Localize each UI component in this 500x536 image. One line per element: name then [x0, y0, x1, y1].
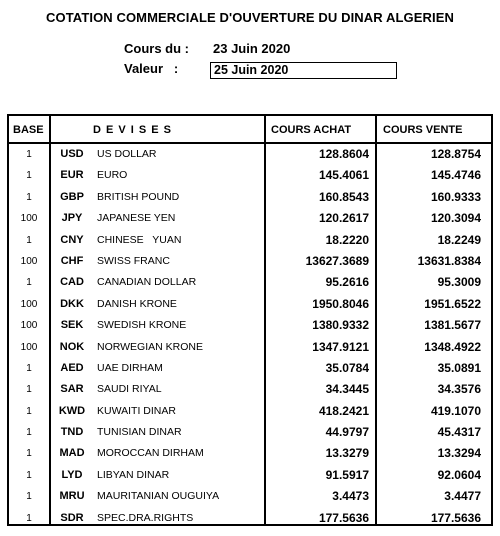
currency-code: CHF [60, 254, 84, 267]
table-body [9, 144, 491, 524]
currency-code: EUR [60, 169, 84, 182]
currency-code: DKK [60, 297, 84, 310]
table-row [9, 486, 491, 507]
currency-code: MAD [59, 447, 85, 460]
currency-name: MOROCCAN DIRHAM [97, 447, 204, 460]
base-cell: 1 [26, 491, 32, 503]
buy-rate: 13627.3689 [305, 253, 369, 268]
buy-rate: 34.3445 [325, 382, 369, 397]
table-row [9, 165, 491, 186]
table-row [9, 272, 491, 293]
buy-rate: 35.0784 [325, 360, 369, 375]
table-row [9, 508, 491, 529]
base-cell: 1 [26, 234, 32, 246]
currency-code: CNY [60, 233, 84, 246]
currency-code: NOK [59, 340, 85, 353]
table-row [9, 230, 491, 251]
buy-rate: 1380.9332 [312, 318, 369, 333]
base-cell: 1 [26, 191, 32, 203]
currency-name: MAURITANIAN OUGUIYA [97, 490, 220, 503]
currency-code: JPY [61, 212, 83, 225]
sell-rate: 18.2249 [437, 232, 481, 247]
table-row [9, 315, 491, 336]
currency-code: USD [60, 148, 84, 160]
currency-name: JAPANESE YEN [97, 212, 176, 225]
table-row [9, 251, 491, 272]
base-cell: 100 [20, 298, 38, 310]
sell-rate: 95.3009 [437, 275, 481, 290]
header-cours-achat: COURS ACHAT [271, 124, 352, 136]
base-cell: 100 [20, 213, 38, 225]
sell-rate: 1348.4922 [424, 339, 481, 354]
currency-code: TND [60, 426, 84, 439]
sell-rate: 177.5636 [430, 510, 481, 525]
currency-code: SEK [60, 319, 84, 332]
base-cell: 100 [20, 320, 38, 332]
base-cell: 1 [26, 427, 32, 439]
currency-name: EURO [97, 169, 128, 182]
base-cell: 100 [20, 341, 38, 353]
table-row [9, 465, 491, 486]
base-cell: 100 [20, 255, 38, 267]
valeur-date: 25 Juin 2020 [210, 62, 397, 79]
sell-rate: 45.4317 [437, 425, 481, 440]
base-cell: 1 [26, 362, 32, 374]
sell-rate: 13.3294 [437, 446, 481, 461]
table-row [9, 443, 491, 464]
currency-name: SWISS FRANC [97, 254, 170, 267]
table-row [9, 401, 491, 422]
table-row [9, 144, 491, 165]
sell-rate: 1951.6522 [424, 296, 481, 311]
buy-rate: 128.8604 [318, 147, 369, 161]
buy-rate: 120.2617 [318, 211, 369, 226]
table-row [9, 422, 491, 443]
sell-rate: 92.0604 [437, 467, 481, 482]
buy-rate: 160.8543 [318, 189, 369, 204]
currency-name: SPEC.DRA.RIGHTS [97, 511, 194, 524]
rates-table [7, 114, 493, 526]
cours-label: Cours du : [124, 41, 189, 56]
buy-rate: 95.2616 [325, 275, 369, 290]
buy-rate: 91.5917 [325, 467, 369, 482]
table-header [9, 116, 491, 144]
base-cell: 1 [26, 405, 32, 417]
currency-name: SAUDI RIYAL [97, 383, 162, 396]
sell-rate: 3.4477 [444, 489, 481, 504]
currency-code: KWD [58, 404, 86, 417]
valeur-label: Valeur : [124, 61, 179, 76]
table-row [9, 358, 491, 379]
header-base: BASE [13, 124, 44, 136]
base-cell: 1 [26, 277, 32, 289]
sell-rate: 160.9333 [430, 189, 481, 204]
table-row [9, 187, 491, 208]
buy-rate: 13.3279 [325, 446, 369, 461]
base-cell: 1 [26, 384, 32, 396]
currency-name: CANADIAN DOLLAR [97, 276, 197, 289]
currency-name: KUWAITI DINAR [97, 404, 176, 417]
buy-rate: 1347.9121 [312, 339, 369, 354]
base-cell: 1 [26, 170, 32, 182]
currency-name: CHINESE YUAN [97, 233, 182, 246]
sell-rate: 145.4746 [430, 168, 481, 183]
sell-rate: 34.3576 [437, 382, 481, 397]
buy-rate: 3.4473 [332, 489, 369, 504]
currency-name: SWEDISH KRONE [97, 319, 187, 332]
currency-name: NORWEGIAN KRONE [97, 340, 203, 353]
currency-name: DANISH KRONE [97, 297, 177, 310]
header-cours-vente: COURS VENTE [383, 124, 463, 136]
currency-name: BRITISH POUND [97, 190, 180, 203]
table-row [9, 208, 491, 229]
base-cell: 1 [26, 448, 32, 460]
table-row [9, 379, 491, 400]
buy-rate: 1950.8046 [312, 296, 369, 311]
currency-name: LIBYAN DINAR [97, 468, 170, 481]
buy-rate: 44.9797 [325, 425, 369, 440]
buy-rate: 18.2220 [325, 232, 369, 247]
currency-name: US DOLLAR [97, 148, 157, 160]
sell-rate: 120.3094 [430, 211, 481, 226]
base-cell: 1 [26, 512, 32, 524]
sell-rate: 1381.5677 [424, 318, 481, 333]
header-devises: D E V I S E S [93, 124, 173, 136]
sell-rate: 128.8754 [430, 147, 481, 161]
currency-code: GBP [60, 190, 84, 203]
currency-code: SAR [60, 383, 84, 396]
currency-code: AED [60, 361, 84, 374]
cours-date: 23 Juin 2020 [213, 41, 291, 56]
currency-code: MRU [59, 490, 85, 503]
currency-code: SDR [60, 511, 84, 524]
buy-rate: 177.5636 [318, 510, 369, 525]
base-cell: 1 [26, 149, 32, 160]
sell-rate: 13631.8384 [417, 253, 481, 268]
sell-rate: 35.0891 [437, 360, 481, 375]
sell-rate: 419.1070 [430, 403, 481, 418]
table-row [9, 294, 491, 315]
buy-rate: 418.2421 [318, 403, 369, 418]
page-title: COTATION COMMERCIALE D'OUVERTURE DU DINAR ALGERIEN [46, 10, 454, 25]
table-row [9, 337, 491, 358]
currency-code: CAD [60, 276, 84, 289]
currency-code: LYD [61, 468, 83, 481]
currency-name: TUNISIAN DINAR [97, 426, 182, 439]
base-cell: 1 [26, 469, 32, 481]
buy-rate: 145.4061 [318, 168, 369, 183]
currency-name: UAE DIRHAM [97, 361, 163, 374]
